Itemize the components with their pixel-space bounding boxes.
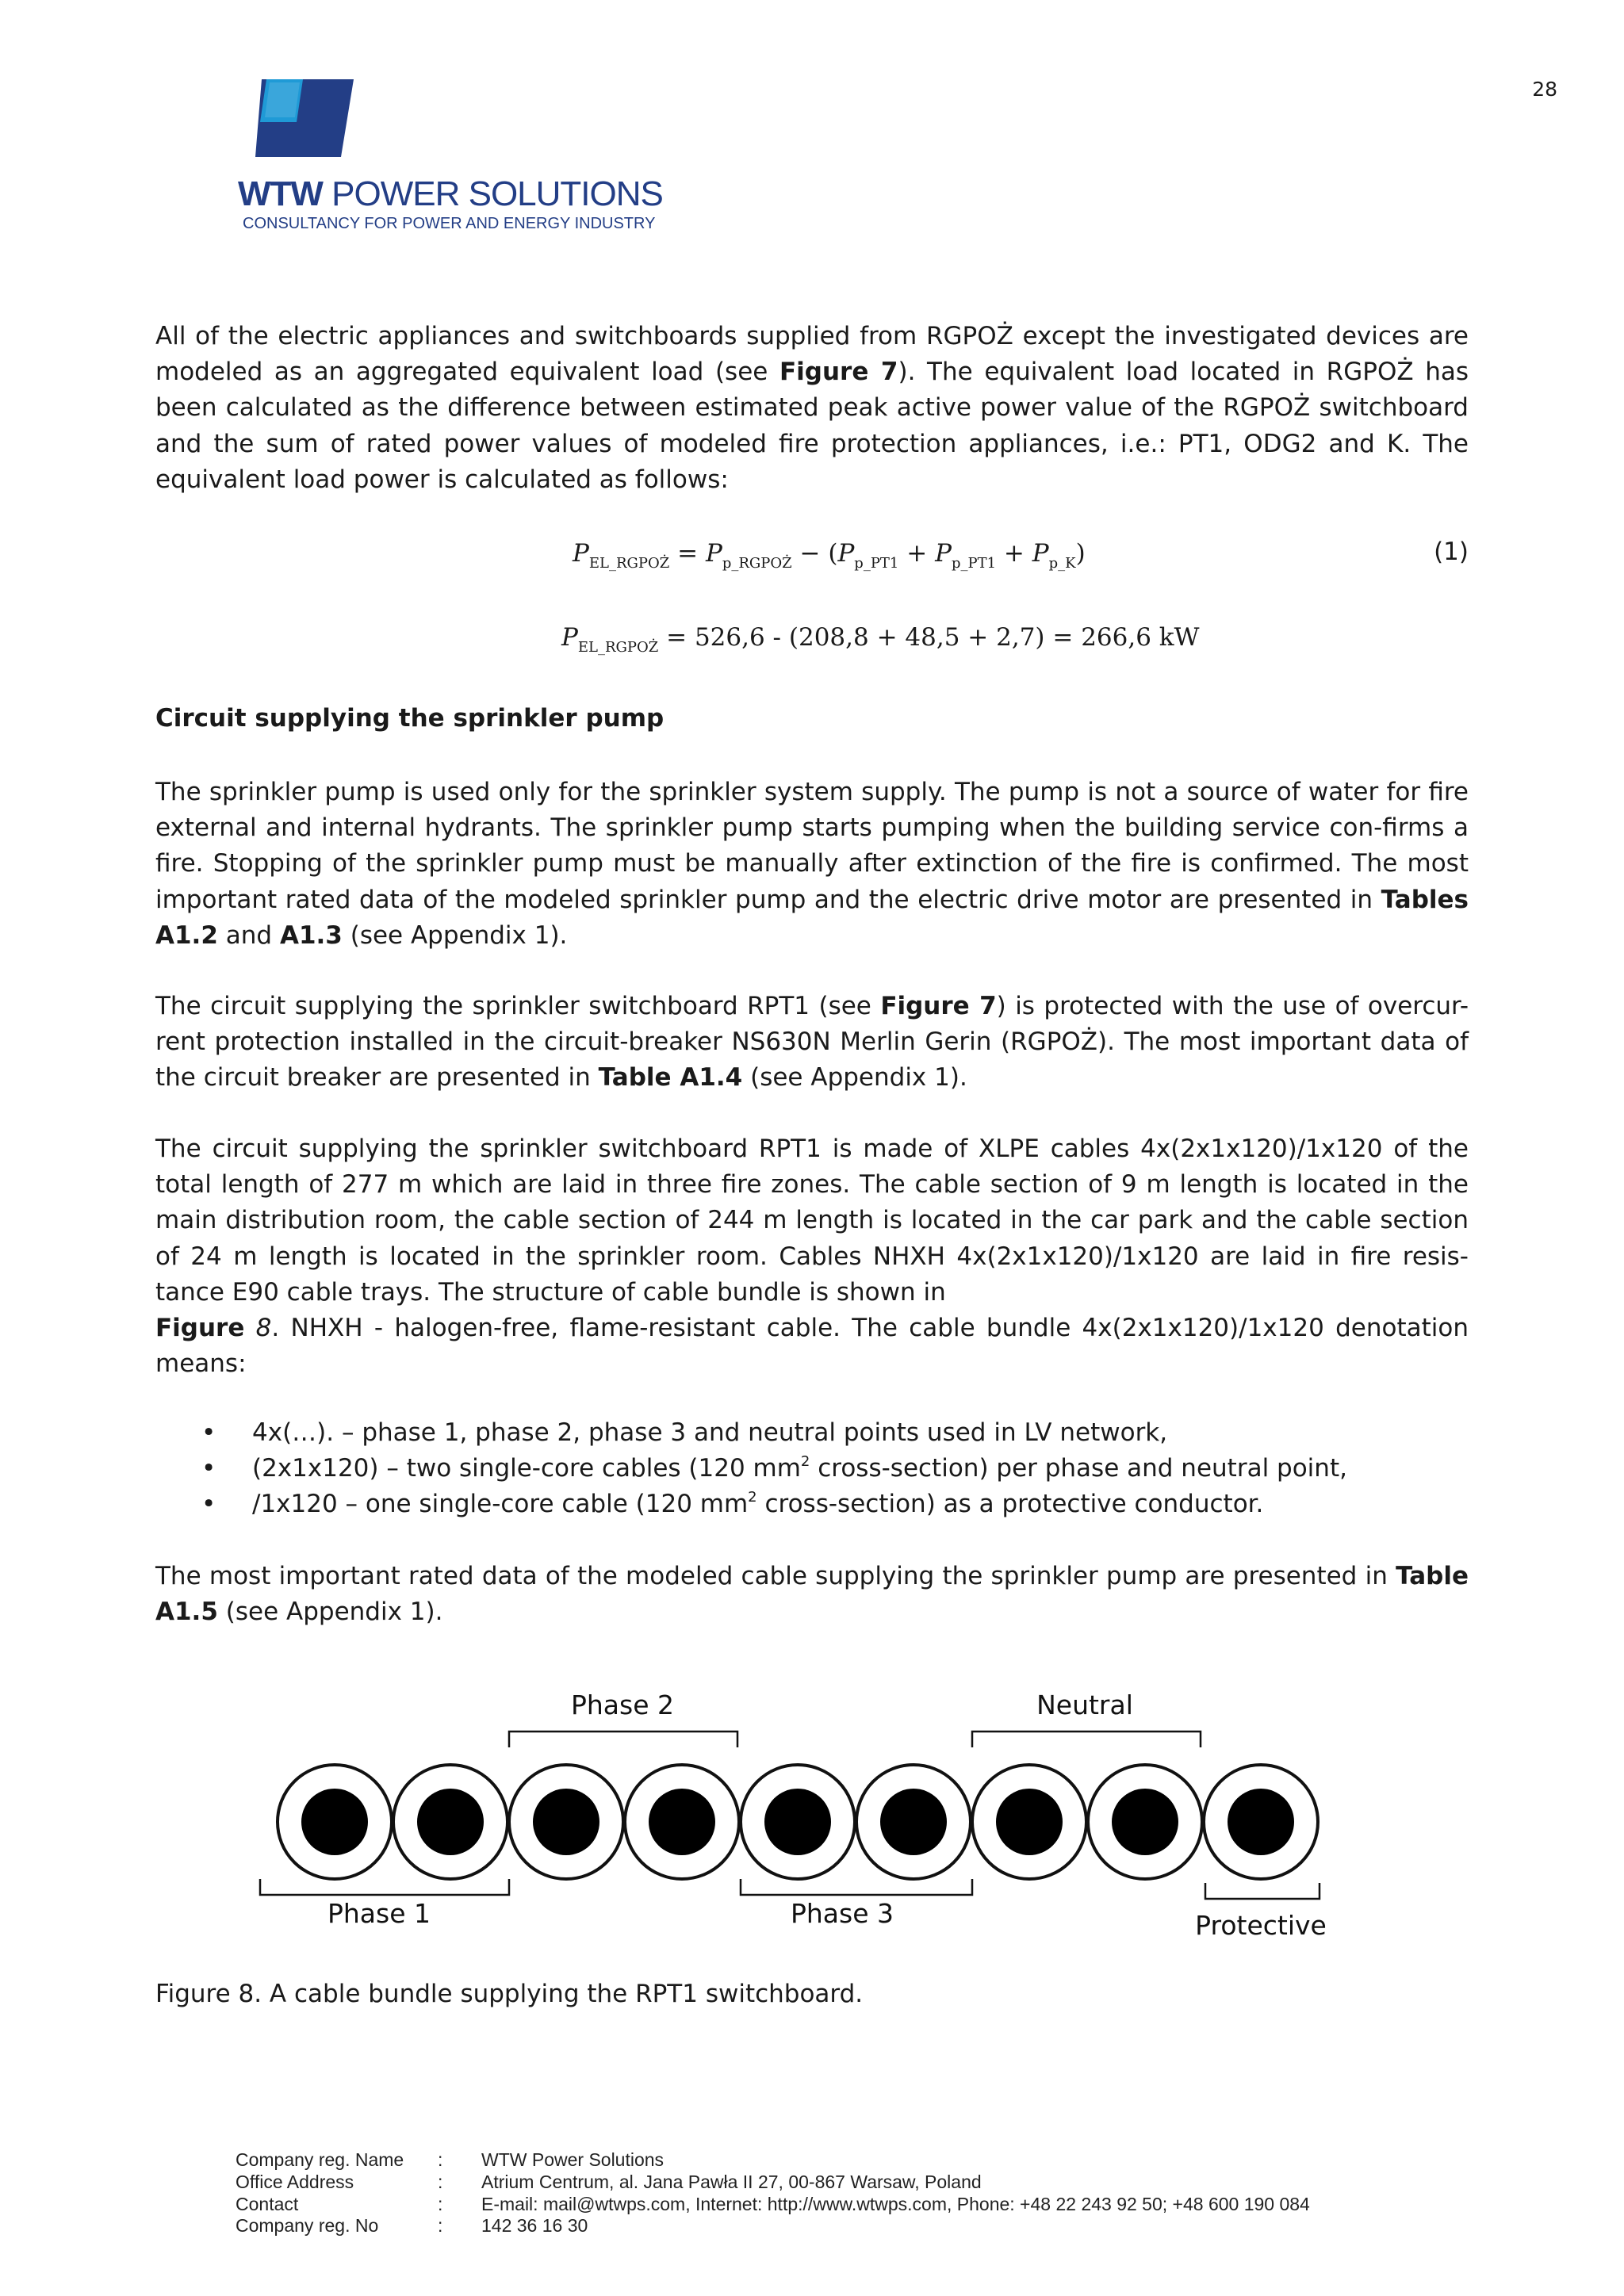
footer-row: Office Address : Atrium Centrum, al. Jana Pawła II 27, 00-867 Warsaw, Poland	[236, 2171, 982, 2192]
list-item: • (2x1x120) – two single-core cables (120 $mm^2$ cross-section) per phase and neutral point,	[155, 1451, 1469, 1487]
footer-row: Company reg. No : 142 36 16 30	[236, 2215, 588, 2237]
list-item: • 4x(…). – phase 1, phase 2, phase 3 and neutral points used in LV network,	[155, 1415, 1469, 1451]
cable-3	[509, 1765, 623, 1879]
cable-1	[278, 1765, 392, 1879]
sprinkler-pump-paragraph: The sprinkler pump is used only for the sprinkler system supply. The pump is not a source of water for fire external and internal hydrants. The sprinkler pump starts pumping when the building service con-firms a fire. Stopping of the sprinkler pump must be manually after extinction of the fire is confirmed. The most important rated data of the modeled sprinkler pump and the electric drive motor are presented in Tables A1.2 and A1.3 (see Appendix 1).	[155, 778, 1469, 950]
cable-4	[625, 1765, 739, 1879]
figure-caption: Figure 8. A cable bundle supplying the RPT1 switchboard.	[155, 1980, 864, 2008]
protective-bracket	[1205, 1883, 1320, 1899]
logo-tagline: CONSULTANCY FOR POWER AND ENERGY INDUSTRY	[243, 215, 656, 232]
cable-6	[856, 1765, 971, 1879]
table-reference-paragraph: The most important rated data of the modeled cable supplying the sprinkler pump are presented in Table A1.5 (see Appendix 1).	[155, 1562, 1469, 1627]
section-heading: Circuit supplying the sprinkler pump	[155, 704, 665, 733]
phase-2-bracket	[509, 1732, 737, 1747]
neutral-bracket	[972, 1732, 1201, 1747]
cable-7	[972, 1765, 1086, 1879]
cable-paragraph: The circuit supplying the sprinkler switchboard RPT1 is made of XLPE cables 4x(2x1x120)/1x120 of the total length of 277 m which are laid in three fire zones. The cable section of 9 m length is located in the main distribution room, the cable section of 244 m length is located in the car park and the cable section of 24 m length is located in the sprinkler room. Cables NHXH 4x(2x1x120)/1x120 are laid in fire resis-tance E90 cable trays. The structure of cable bundle is shown in Figure 8. NHXH - halogen-free, flame-resistant cable. The cable bundle 4x(2x1x120)/1x120 denotation means:	[155, 1135, 1469, 1379]
cable-8	[1088, 1765, 1202, 1879]
list-item: • /1x120 – one single-core cable (120 $mm^2$ cross-section) as a protective conductor.	[155, 1487, 1469, 1522]
cable-9-protective	[1204, 1765, 1318, 1879]
equation-number: (1)	[1434, 538, 1469, 566]
equation-1: $P_{EL\_RGPOŻ} = P_{p\_RGPOŻ} - (P_{p\_PT1} + P_{p\_PT1} + P_{p\_K})$	[573, 539, 1086, 572]
protective-label: Protective	[1195, 1910, 1327, 1941]
cable-5	[741, 1765, 855, 1879]
footer-row: Company reg. Name : WTW Power Solutions	[236, 2149, 665, 2170]
company-logo	[238, 76, 682, 235]
phase-2-label: Phase 2	[570, 1689, 675, 1720]
footer-row: Contact : E-mail: mail@wtwps.com, Internet: http://www.wtwps.com, Phone: +48 22 243 92 50; +48 600 190 084	[236, 2193, 1310, 2214]
cable-2	[393, 1765, 508, 1879]
equation-2: $P_{EL\_RGPOŻ} = 526,6 - (208,8 + 48,5 + 2,7) = 266,6$ kW	[561, 623, 1200, 656]
page-number: 28	[1532, 78, 1557, 101]
phase-3-bracket	[741, 1879, 972, 1895]
cable-bundle-figure	[254, 1681, 1348, 1950]
circuit-paragraph: The circuit supplying the sprinkler switchboard RPT1 (see Figure 7) is protected with the use of overcur-rent protection installed in the circuit-breaker NS630N Merlin Gerin (RGPOŻ). The most important data of the circuit breaker are presented in Table A1.4 (see Appendix 1).	[155, 992, 1469, 1093]
phase-1-bracket	[260, 1879, 509, 1895]
phase-3-label: Phase 3	[790, 1898, 894, 1929]
intro-paragraph: All of the electric appliances and switchboards supplied from RGPOŻ except the investigated devices are modeled as an aggregated equivalent load (see Figure 7). The equivalent load located in RGPOŻ has been calculated as the difference between estimated peak active power value of the RGPOŻ switchboard and the sum of rated power values of modeled fire protection appliances, i.e.: PT1, ODG2 and K. The equivalent load power is calculated as follows:	[155, 322, 1469, 494]
cable-bundle-diagram	[254, 1681, 1348, 1950]
phase-1-label: Phase 1	[327, 1898, 431, 1929]
denotation-list	[155, 1415, 1469, 1523]
logo-wordmark: WTW POWER SOLUTIONS	[238, 174, 663, 213]
neutral-label: Neutral	[1036, 1689, 1133, 1720]
logo-mark-icon	[255, 76, 358, 160]
company-footer	[236, 2149, 1310, 2237]
